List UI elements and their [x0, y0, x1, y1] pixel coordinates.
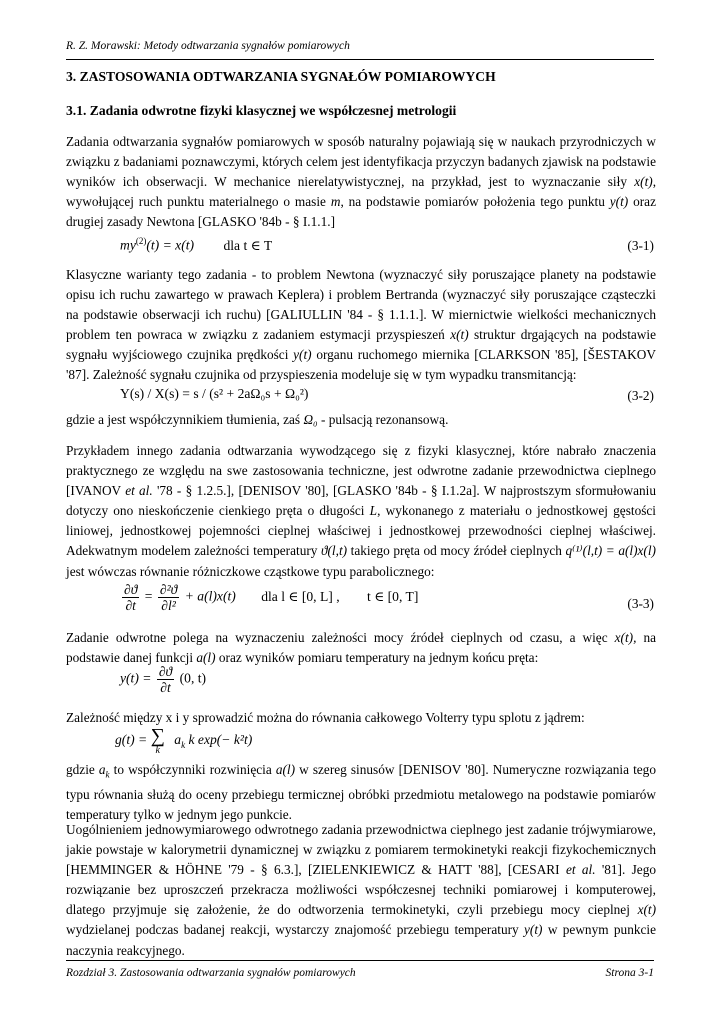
equation-kernel: g(t) = ∑ k $a_k$ k exp(− k²t) — [115, 725, 253, 756]
paragraph-8: Uogólnieniem jednowymiarowego odwrotnego zadania przewodnictwa cieplnego jest zadanie trójwymiarowe, jakie powstaje w kalorymetrii dynamicznej w związku z pomiarem termokinetyki reakcji fizykochemicznych [HEMMINGER & HÖHNE '79 - § 6.3.], [ZIELENKIEWICZ & HATT '88], [CESARI et al. '81]. Jego rozwiązanie bez uproszczeń przekracza możliwości współczesnej techniki pomiarowej i komputerowej, dlatego przyjmuje się założenie, że do odtworzenia termokinetyki, czyli przebiegu mocy cieplnej x(t) wydzielanej podczas badanej reakcji, wystarczy znajomość przebiegu temperatury y(t) w pewnym punkcie naczynia reakcyjnego. — [66, 822, 657, 958]
equation-number-3-1: (3-1) — [627, 238, 654, 253]
equation-number-3-3: (3-3) — [627, 596, 654, 611]
equation-boundary: y(t) = $\frac{\partial ϑ}{\partial t}$ (0, t) — [120, 664, 207, 695]
chapter-title: 3. ZASTOSOWANIA ODTWARZANIA SYGNAŁÓW POMIAROWYCH — [66, 69, 496, 84]
equation-number-3-2: (3-2) — [627, 388, 654, 403]
paragraph-6: Zależność między x i y sprowadzić można do równania całkowego Volterry typu splotu z jądrem: — [66, 710, 585, 725]
section-title: 3.1. Zadania odwrotne fizyki klasycznej we współczesnej metrologii — [66, 103, 457, 118]
paragraph-3: gdzie a jest współczynnikiem tłumienia, zaś Ω₀ - pulsacją rezonansową. — [66, 412, 449, 427]
paragraph-5: Zadanie odwrotne polega na wyznaczeniu zależności mocy źródeł cieplnych od czasu, a więc x(t), na podstawie danej funkcji a(l) oraz wyników pomiaru temperatury na jednym końcu pręta: — [66, 630, 657, 666]
footer-page-number: Strona 3-1 — [605, 967, 654, 979]
paragraph-2: Klasyczne warianty tego zadania - to problem Newtona (wyznaczyć siły poruszające planety na podstawie opisu ich ruchu zawartego w prawach Keplera) i problem Bertranda (wyznaczyć siły poruszające cząsteczki na podstawie obserwacji ich ruchu) [GALIULLIN '84 - § 1.1.1.]. W miernictwie wielkości mechanicznych problem ten powraca w związku z zadaniem estymacji przyspieszeń x(t) struktur drgających na podstawie sygnału wyjściowego czujnika prędkości y(t) organu ruchomego miernika [CLARKSON '85], [ŠESTAKOV '87]. Zależność sygnału czujnika od przyspieszenia modeluje się w tym wypadku transmitancją: — [66, 267, 656, 383]
equation-3-1: $my^{(2)}(t) = x(t)$ dla t ∈ T — [120, 236, 273, 253]
paragraph-7: gdzie $a_k$ to współczynniki rozwinięcia a(l) w szereg sinusów [DENISOV '80]. Numeryczne rozwiązania tego typu równania służą do oceny przebiegu termicznej obróbki przedmiotu metalowego na podstawie pomiarów temperatury tylko w jednym jego punkcie. — [66, 762, 656, 822]
equation-3-2: Y(s) / X(s) = s / (s² + 2aΩ₀s + Ω₀²) — [120, 386, 309, 401]
equation-3-3: $\frac{\partial ϑ}{\partial t}$ = $\frac{\text{∂²ϑ}}{\text{∂l²}}$ + a(l)x(t) dla l ∈ [0, L] , t ∈ [0, T] — [124, 582, 419, 613]
paragraph-4: Przykładem innego zadania odtwarzania wywodzącego się z fizyki klasycznej, które nabrało znaczenia praktycznego ze względu na swe zastosowania techniczne, jest odwrotne zadanie przewodnictwa cieplnego [IVANOV et al. '78 - § 1.2.5.], [DENISOV '80], [GLASKO '84b - § I.1.2a]. W najprostszym sformułowaniu dotyczy ono nieskończenie cienkiego pręta o długości L, wykonanego z materiału o jednostkowej gęstości liniowej, jednostkowej pojemności cieplnej właściwej i jednostkowej przewodności cieplnej właściwej. Adekwatnym modelem zależności temperatury ϑ(l,t) takiego pręta od mocy źródeł cieplnych q⁽¹⁾(l,t) = a(l)x(l) jest wówczas równanie różniczkowe cząstkowe typu parabolicznego: — [66, 443, 657, 579]
paragraph-1: Zadania odtwarzania sygnałów pomiarowych w sposób naturalny pojawiają się w naukach przyrodniczych w związku z badaniami poznawczymi, których celem jest identyfikacja przyczyn badanych zjawisk na podstawie wyników ich obserwacji. W mechanice nierelatywistycznej, na przykład, jest to wyznaczanie siły x(t), wywołującej ruch punktu materialnego o masie m, na podstawie pomiarów położenia tego punktu y(t) oraz drugiej zasady Newtona [GLASKO '84b - § I.1.1.] — [66, 134, 657, 230]
running-header: R. Z. Morawski: Metody odtwarzania sygnałów pomiarowych — [66, 40, 350, 52]
footer-rule — [66, 960, 654, 961]
footer-chapter: Rozdział 3. Zastosowania odtwarzania sygnałów pomiarowych — [66, 967, 356, 979]
header-rule — [66, 59, 654, 60]
